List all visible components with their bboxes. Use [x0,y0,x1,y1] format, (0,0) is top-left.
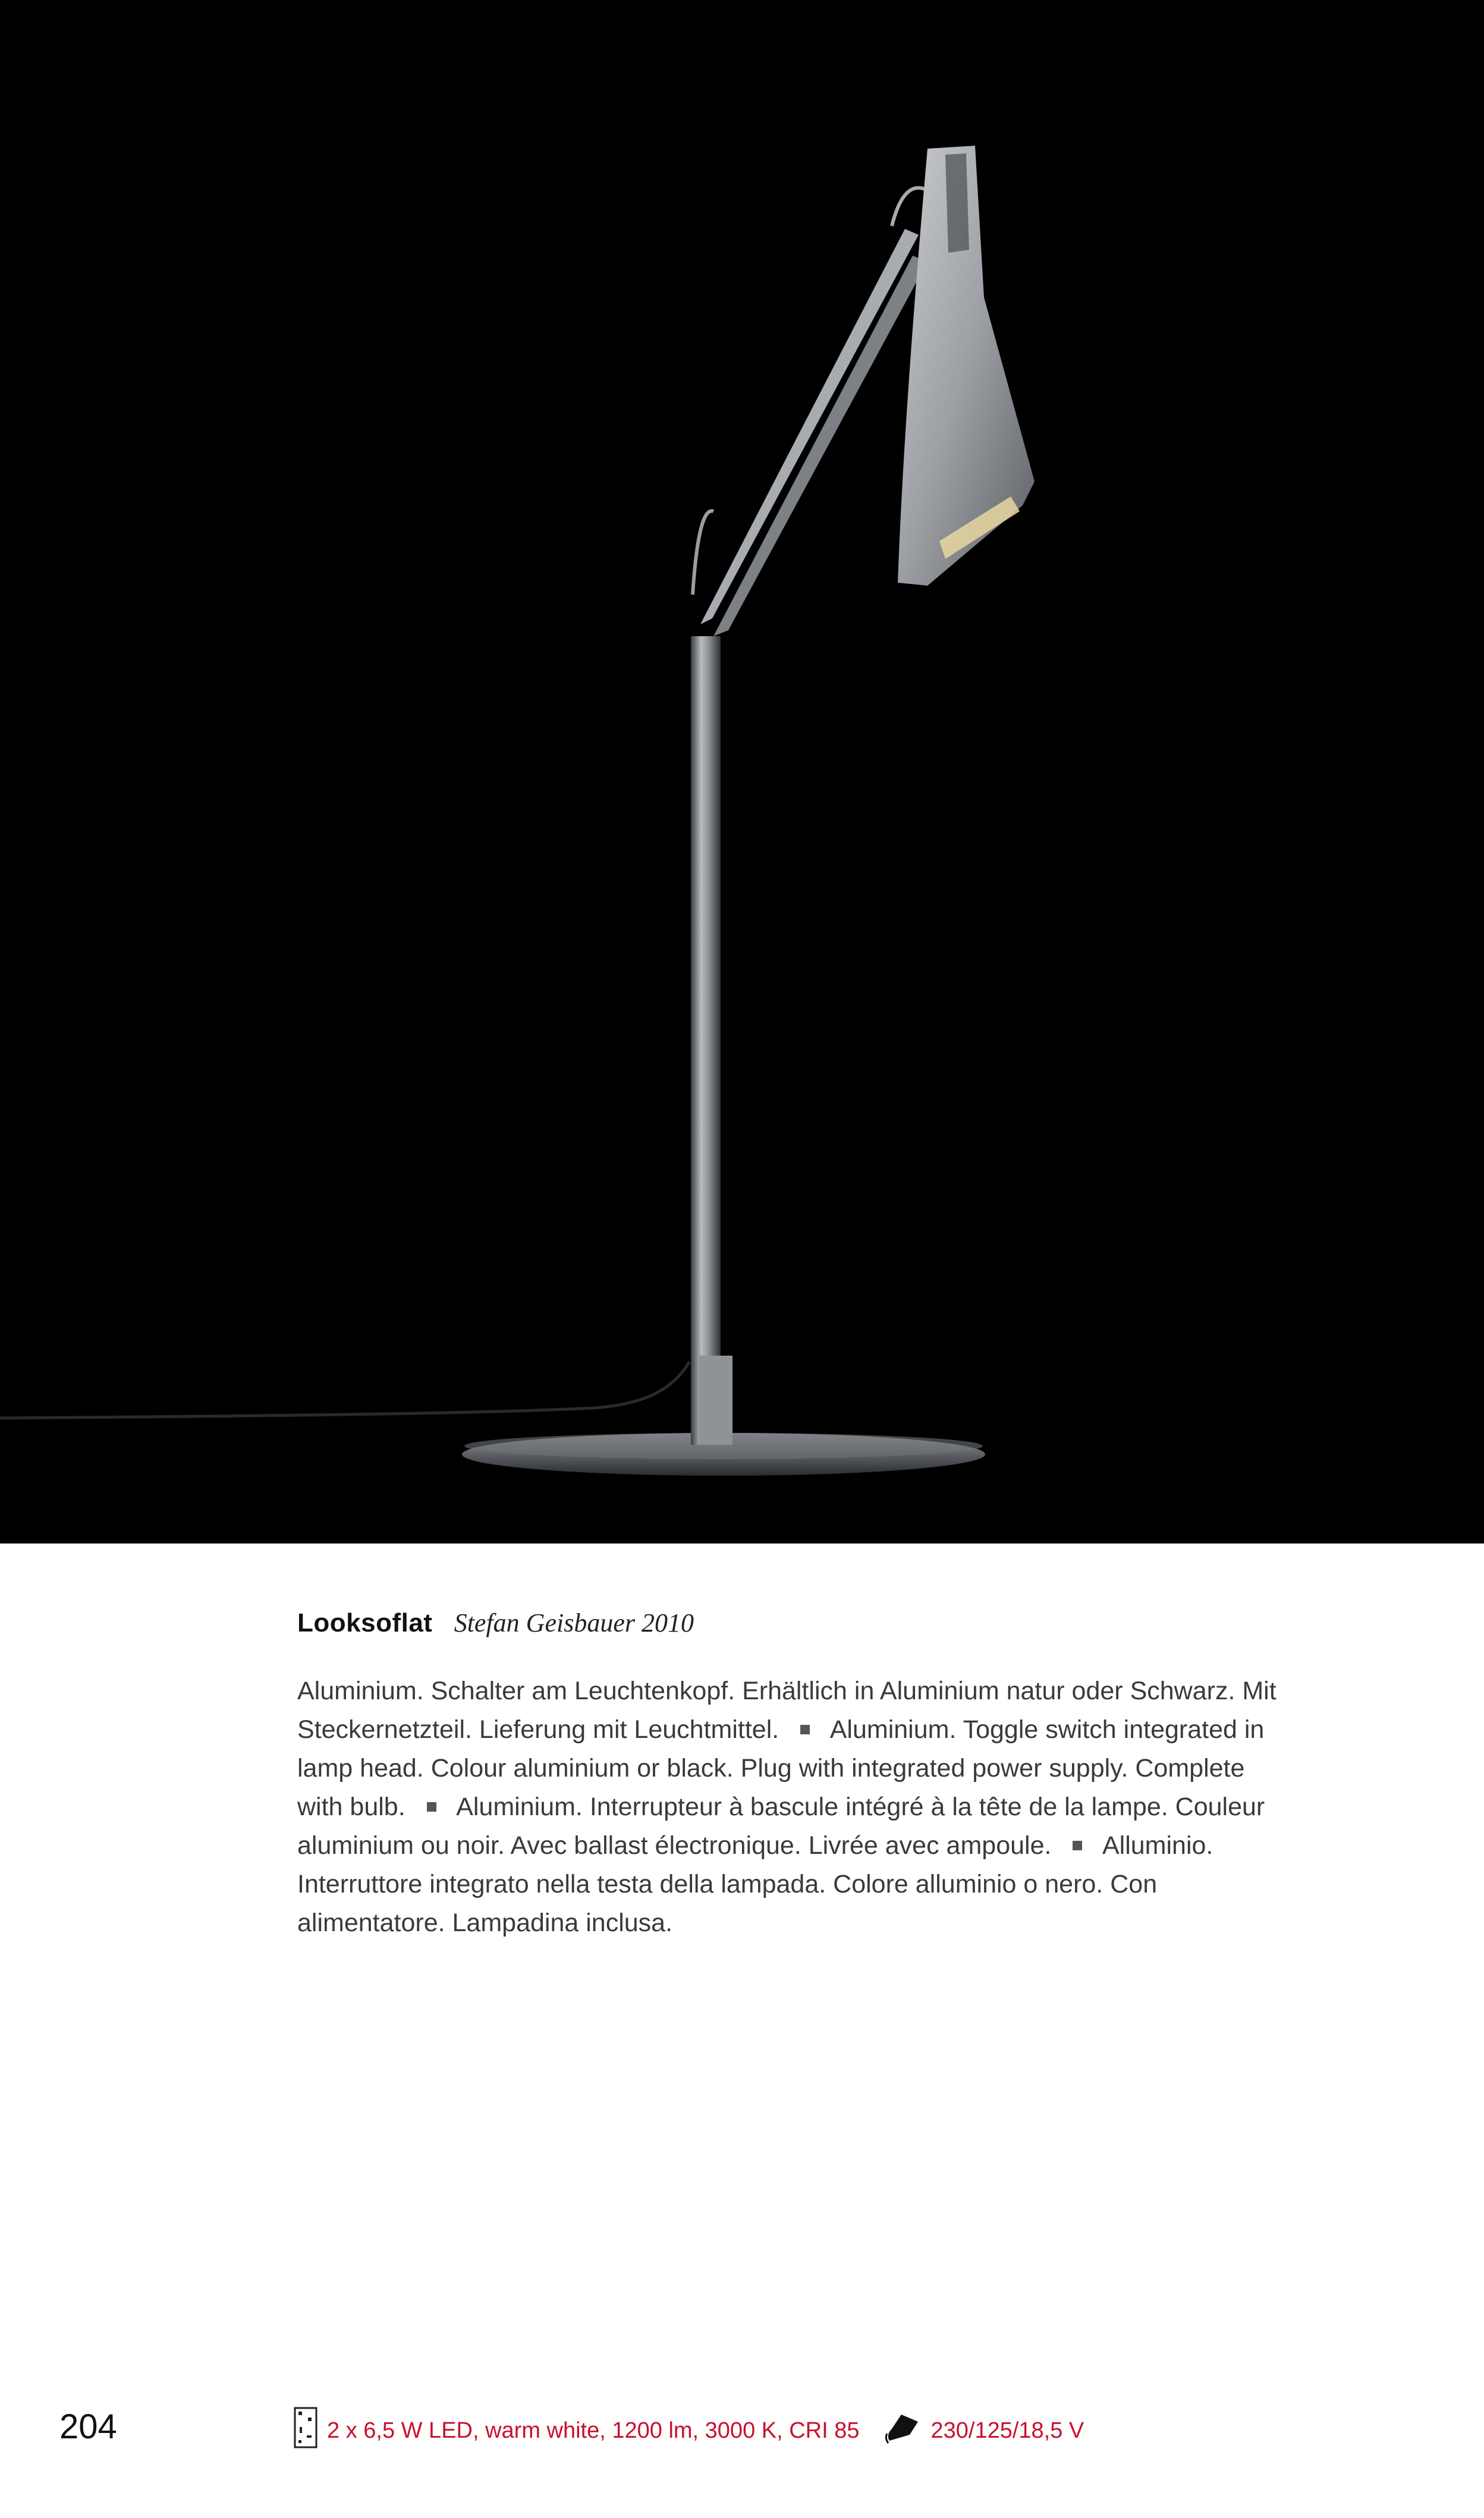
description-fr: Aluminium. Interrupteur à bascule intégré à la tête de la lampe. Couleur aluminium ou noir. Avec ballast électronique. Livrée avec ampoule. [297,1793,1265,1860]
square-bullet-icon [427,1802,436,1812]
description-de: Aluminium. Schalter am Leuchtenkopf. Erhältlich in Aluminium natur oder Schwarz. Mit Steckernetzteil. Lieferung mit Leuchtmittel. [297,1677,1277,1744]
page-number: 204 [59,2407,117,2446]
lamp-upper-arm-a [700,229,919,624]
product-title [297,1605,1284,1641]
square-bullet-icon [800,1725,810,1734]
lamp-lower-arm [691,636,721,1445]
lamp-spec-icon [294,2407,317,2454]
square-bullet-icon [1073,1841,1082,1850]
spec-line [294,2407,1084,2454]
lamp-base-joint [699,1356,732,1445]
voltage-spec: 230/125/18,5 V [930,2418,1084,2443]
product-description [297,1672,1284,1942]
description-en: Aluminium. Toggle switch integrated in lamp head. Colour aluminium or black. Plug with integrated power supply. Complete with bulb. [297,1715,1265,1821]
product-text [297,1605,1284,1942]
lamp-upper-arm-b [713,256,928,636]
product-name: Looksoflat [297,1608,433,1637]
power-cord [0,1362,690,1418]
transformer-icon [884,2411,922,2450]
description-it: Alluminio. Interruttore integrato nella testa della lampada. Colore alluminio o nero. Con alimentatore. Lampadina inclusa. [297,1831,1213,1937]
lamp-spec: 2 x 6,5 W LED, warm white, 1200 lm, 3000 K, CRI 85 [327,2418,860,2443]
product-designer: Stefan Geisbauer 2010 [454,1608,694,1637]
